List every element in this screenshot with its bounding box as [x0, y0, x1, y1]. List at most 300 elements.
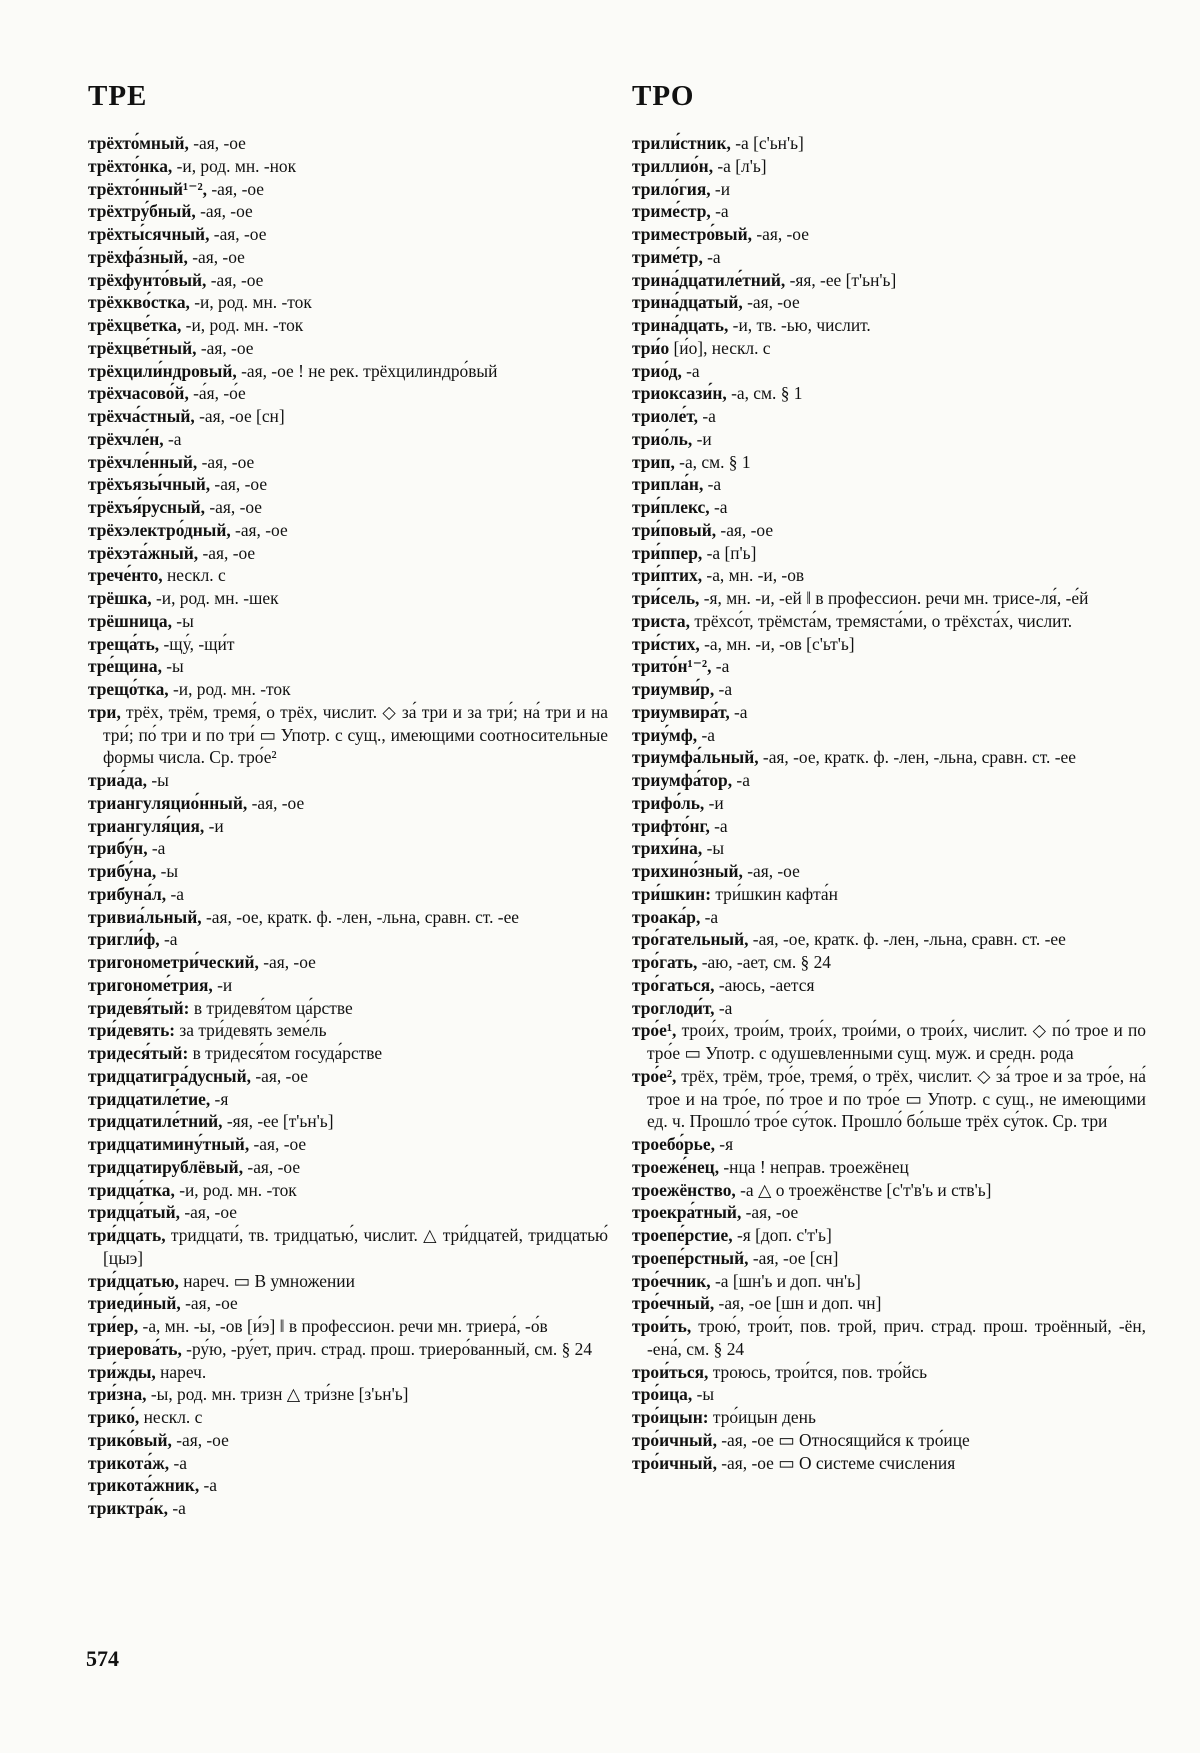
- entry-definition: -и, род. мн. -нок: [172, 155, 297, 176]
- entry-definition: -а: [732, 770, 750, 790]
- entry-definition: -ая, -ое: [205, 497, 262, 517]
- entry-definition: -ая, -ое: [243, 1156, 301, 1177]
- dictionary-entry: [632, 473, 1146, 496]
- dictionary-entry: [632, 246, 1146, 269]
- entry-definition: -а, см. § 1: [674, 451, 751, 472]
- entry-headword: трече́нто,: [88, 565, 163, 586]
- dictionary-entry: [88, 1179, 608, 1202]
- dictionary-entry: [88, 1429, 608, 1452]
- entry-definition: -а, мн. -и, -ов: [702, 565, 805, 586]
- entry-headword: трёхто́нка,: [88, 155, 173, 176]
- entry-headword: трио́ль,: [632, 428, 693, 449]
- entry-headword: три́зна,: [88, 1384, 147, 1405]
- entry-headword: трихи́на,: [632, 838, 703, 859]
- entry-definition: -а [п'ь]: [702, 542, 757, 563]
- entry-headword: трикота́жник,: [88, 1475, 200, 1496]
- dictionary-entry: [632, 1383, 1146, 1406]
- entry-definition: -ая, -ое: [171, 1429, 229, 1450]
- entry-definition: -а, мн. -ы, -ов [и́э] ‖ в профессион. речи мн. триера́, -о́в: [138, 1316, 548, 1336]
- dictionary-entry: [88, 405, 608, 428]
- dictionary-entry: [632, 724, 1146, 747]
- entry-definition: -а: [709, 497, 728, 517]
- entry-definition: -а: [166, 883, 185, 904]
- entry-definition: -ая, -ое: [751, 224, 809, 244]
- dictionary-entry: [88, 906, 608, 929]
- dictionary-entry: [88, 1224, 608, 1270]
- dictionary-entry: [632, 519, 1146, 542]
- dictionary-entry: [88, 1156, 608, 1179]
- dictionary-entry: [88, 564, 608, 587]
- dictionary-entry: [88, 1133, 608, 1156]
- entry-headword: триктра́к,: [88, 1498, 168, 1518]
- entry-headword: три́плекс,: [632, 497, 710, 517]
- entry-headword: трихино́зный,: [632, 861, 743, 881]
- entry-definition: -и, род. мн. -шек: [151, 588, 279, 608]
- entry-definition: -ая, -ое: [187, 246, 245, 267]
- dictionary-entry: [632, 1065, 1146, 1133]
- entry-headword: триллио́н,: [632, 155, 714, 176]
- entry-headword: трёхэлектро́дный,: [88, 519, 231, 540]
- dictionary-entry: [632, 269, 1146, 292]
- entry-definition: -а: [169, 1452, 187, 1473]
- dictionary-entry: [88, 769, 608, 792]
- dictionary-entry: [88, 1315, 608, 1338]
- entry-definition: -ая, -ое, кратк. ф. -лен, -льна, сравн. ст. -ее: [201, 906, 520, 927]
- entry-definition: -ая, -ое: [247, 792, 305, 813]
- entry-definition: трёх, трём, тро́е, тремя́, о трёх, числит. ◇ за́ трое и за тро́е, на́ трое и на тро́е, по́ трое и по тро́е ▭ Употр. с сущ., не имеющими ед. ч. Прошло́ тро́е су́ток. Прошло́ бо́льше трёх су́ток. Ср. три: [647, 1065, 1146, 1132]
- dictionary-entry: [88, 633, 608, 656]
- entry-definition: -аюсь, -ается: [714, 974, 815, 995]
- dictionary-entry: [632, 883, 1146, 906]
- entry-headword: троглоди́т,: [632, 997, 715, 1018]
- dictionary-entry: [632, 542, 1146, 565]
- entry-headword: триерова́ть,: [88, 1338, 182, 1359]
- entry-definition: -ая, -ое [сн]: [748, 1247, 839, 1268]
- entry-headword: триу́мф,: [632, 724, 698, 745]
- dictionary-entry: [632, 860, 1146, 883]
- dictionary-entry: [88, 1361, 608, 1384]
- entry-definition: -и: [692, 428, 712, 449]
- entry-headword: трёхто́нный¹⁻²,: [88, 178, 208, 199]
- entry-headword: трина́дцать,: [632, 315, 729, 335]
- entry-definition: трёх, трём, тремя́, о трёх, числит. ◇ за́ три и за три́; на́ три и на три́; по́ три и по три́ ▭ Употр. с сущ., имеющими соотносительные формы числа. Ср. тро́е²: [103, 701, 608, 768]
- entry-headword: трёхцили́ндровый,: [88, 360, 237, 381]
- entry-definition: -и, род. мн. -ток: [174, 1179, 297, 1200]
- entry-headword: трёхтру́бный,: [88, 201, 196, 222]
- entry-definition: трёхсо́т, трёмста́м, тремяста́ми, о трёхста́х, числит.: [689, 610, 1073, 631]
- dictionary-entry: [632, 633, 1146, 656]
- entry-headword: три́жды,: [88, 1361, 156, 1382]
- entry-headword: трёхъязы́чный,: [88, 474, 211, 495]
- entry-definition: -яя, -ее [т'ьн'ь]: [222, 1111, 334, 1132]
- dictionary-entry: [88, 792, 608, 815]
- entry-headword: трои́ть,: [632, 1316, 692, 1336]
- dictionary-entry: [632, 701, 1146, 724]
- entry-definition: -а [с'ьн'ь]: [730, 133, 804, 153]
- entry-headword: тро́е²,: [632, 1065, 677, 1086]
- entry-headword: треща́ть,: [88, 633, 160, 654]
- entry-headword: тро́е¹,: [632, 1020, 677, 1041]
- dictionary-entry: [632, 223, 1146, 246]
- entry-definition: нескл. с: [162, 565, 226, 586]
- dictionary-entry: [88, 473, 608, 496]
- dictionary-entry: [632, 746, 1146, 769]
- entry-headword: троеже́нец,: [632, 1156, 720, 1177]
- entry-headword: трёхфа́зный,: [88, 246, 188, 267]
- entry-headword: трёшница,: [88, 610, 172, 631]
- entry-definition: -а [шн'ь и доп. чн'ь]: [710, 1270, 861, 1291]
- dictionary-entry: [88, 1497, 608, 1520]
- entry-headword: тро́ечник,: [632, 1270, 711, 1291]
- entry-headword: трёхъя́русный,: [88, 497, 206, 517]
- entry-headword: тридцатимину́тный,: [88, 1134, 250, 1154]
- dictionary-entry: [88, 1292, 608, 1315]
- entry-headword: три́дцатью,: [88, 1270, 179, 1291]
- entry-headword: тро́ичный,: [632, 1429, 717, 1450]
- entry-headword: трёхто́мный,: [88, 133, 189, 153]
- entry-headword: триангуля́ция,: [88, 815, 205, 836]
- dictionary-entry: [632, 428, 1146, 451]
- entry-headword: три́ер,: [88, 1316, 139, 1336]
- entry-definition: -ая, -ое ! не рек. трёхцилиндро́вый: [236, 360, 498, 381]
- dictionary-entry: [632, 1361, 1146, 1384]
- entry-definition: -ы, род. мн. тризн △ три́зне [з'ьн'ь]: [146, 1384, 409, 1405]
- dictionary-entry: [88, 223, 608, 246]
- entry-headword: триместро́вый,: [632, 224, 752, 244]
- dictionary-entry: [632, 769, 1146, 792]
- entry-definition: -ая, -ое: [195, 201, 253, 222]
- dictionary-entry: [632, 1133, 1146, 1156]
- entry-definition: в тридевя́том ца́рстве: [189, 997, 353, 1018]
- entry-definition: -ая, -ое: [207, 178, 264, 199]
- dictionary-entry: [88, 246, 608, 269]
- entry-headword: тридцатирублёвый,: [88, 1156, 244, 1177]
- entry-headword: тригли́ф,: [88, 929, 160, 950]
- dictionary-entry: [88, 1338, 608, 1361]
- entry-definition: -и: [204, 815, 224, 836]
- running-head-left: ТРЕ: [88, 80, 148, 112]
- dictionary-entry: [632, 655, 1146, 678]
- entry-headword: тро́ечный,: [632, 1293, 715, 1314]
- dictionary-entry: [632, 496, 1146, 519]
- dictionary-entry: [88, 997, 608, 1020]
- entry-headword: трико́,: [88, 1407, 140, 1427]
- entry-definition: нареч. ▭ В умножении: [178, 1270, 355, 1291]
- entry-definition: -и, тв. -ью, числит.: [728, 315, 871, 335]
- entry-definition: -а: [703, 474, 722, 495]
- entry-definition: -а: [709, 815, 728, 836]
- entry-headword: триеди́ный,: [88, 1293, 181, 1314]
- dictionary-entry: [632, 951, 1146, 974]
- entry-definition: за три́девять земе́ль: [175, 1020, 327, 1041]
- entry-headword: три́стих,: [632, 633, 700, 654]
- entry-definition: -и, род. мн. -ток: [168, 679, 291, 699]
- entry-headword: трои́ться,: [632, 1361, 709, 1382]
- dictionary-entry: [632, 906, 1146, 929]
- entry-definition: -ая, -ое [сн]: [194, 406, 285, 426]
- entry-definition: -я: [714, 1134, 734, 1154]
- dictionary-entry: [632, 1247, 1146, 1270]
- entry-headword: трёхфунто́вый,: [88, 269, 207, 290]
- entry-definition: -а́я, -о́е: [188, 383, 246, 404]
- dictionary-entry: [88, 155, 608, 178]
- entry-headword: трили́стник,: [632, 133, 731, 153]
- entry-headword: трина́дцатиле́тний,: [632, 269, 786, 290]
- entry-headword: три́птих,: [632, 565, 703, 586]
- entry-headword: три́девять:: [88, 1020, 176, 1041]
- dictionary-entry: [88, 883, 608, 906]
- entry-headword: триумфа́тор,: [632, 770, 733, 790]
- entry-headword: трина́дцатый,: [632, 292, 743, 313]
- dictionary-entry: [632, 405, 1146, 428]
- entry-headword: тро́ичный,: [632, 1452, 717, 1473]
- entry-definition: -ая, -ое: [197, 451, 255, 472]
- entry-headword: три́сель,: [632, 588, 700, 608]
- entry-headword: трифо́ль,: [632, 792, 705, 813]
- entry-headword: трико́вый,: [88, 1429, 172, 1450]
- entry-headword: трёхэта́жный,: [88, 542, 199, 563]
- dictionary-entry: [632, 1406, 1146, 1429]
- entry-definition: -а: [681, 360, 700, 381]
- entry-headword: тро́ицын:: [632, 1407, 709, 1427]
- entry-headword: тридцатиле́тний,: [88, 1111, 223, 1132]
- dictionary-entry: [88, 200, 608, 223]
- entry-headword: трибуна́л,: [88, 883, 167, 904]
- dictionary-entry: [632, 678, 1146, 701]
- entry-definition: -ая, -ое: [180, 1293, 238, 1314]
- entry-definition: -аю, -ает, см. § 24: [697, 952, 831, 972]
- entry-headword: тридцатиле́тие,: [88, 1088, 211, 1109]
- dictionary-entry: [88, 360, 608, 383]
- entry-headword: трёхцве́тка,: [88, 315, 182, 335]
- entry-definition: -а: [163, 428, 182, 449]
- dictionary-entry: [88, 1474, 608, 1497]
- dictionary-entry: [88, 928, 608, 951]
- entry-definition: трои́х, трои́м, трои́х, трои́ми, о трои́х, числит. ◇ по́ трое и по тро́е ▭ Употр. с одушевленными сущ. муж. и средн. рода: [647, 1020, 1146, 1063]
- dictionary-entry: [88, 610, 608, 633]
- dictionary-entry: [632, 1292, 1146, 1315]
- entry-headword: трио́д,: [632, 360, 682, 381]
- dictionary-entry: [88, 428, 608, 451]
- dictionary-entry: [632, 1315, 1146, 1361]
- entry-headword: тро́ица,: [632, 1384, 693, 1405]
- entry-definition: -а, мн. -и, -ов [с'ьт'ь]: [699, 633, 855, 654]
- entry-definition: -ы: [692, 1384, 715, 1405]
- entry-definition: тридцати́, тв. тридцатью́, числит. △ три́дцатей, тридцатью́ [цыэ]: [103, 1225, 608, 1268]
- entry-headword: тридцатигра́дусный,: [88, 1065, 251, 1086]
- entry-headword: трёхчле́нный,: [88, 451, 198, 472]
- entry-definition: -и: [212, 974, 233, 995]
- dictionary-entry: [88, 1452, 608, 1475]
- entry-headword: трибу́н,: [88, 838, 148, 859]
- dictionary-entry: [88, 655, 608, 678]
- entry-definition: -а: [697, 724, 715, 745]
- dictionary-entry: [632, 997, 1146, 1020]
- entry-definition: -а: [159, 929, 178, 950]
- entry-definition: три́шкин кафта́н: [710, 883, 838, 904]
- entry-definition: -ая, -ое: [206, 269, 264, 290]
- entry-definition: -я [доп. с'т'ь]: [732, 1225, 832, 1245]
- entry-headword: три́о: [632, 337, 670, 358]
- dictionary-entry: [632, 1224, 1146, 1247]
- entry-definition: -ая, -ое: [198, 542, 256, 563]
- entry-definition: -а: [147, 838, 166, 859]
- dictionary-entry: [88, 837, 608, 860]
- dictionary-entry: [88, 314, 608, 337]
- dictionary-entry: [632, 587, 1146, 610]
- entry-definition: -и: [710, 178, 731, 199]
- entry-definition: -а: [711, 656, 730, 677]
- entry-definition: -ая, -ое ▭ Относящийся к тро́ице: [716, 1429, 970, 1450]
- entry-headword: трёхты́сячный,: [88, 224, 210, 244]
- dictionary-entry: [632, 291, 1146, 314]
- entry-headword: троепе́рстие,: [632, 1225, 733, 1245]
- entry-headword: троепе́рстный,: [632, 1247, 749, 1268]
- entry-headword: троака́р,: [632, 906, 701, 927]
- dictionary-entry: [632, 155, 1146, 178]
- entry-definition: -ая, -ое: [188, 133, 246, 153]
- entry-headword: трибу́на,: [88, 861, 157, 881]
- entry-headword: три́дцать,: [88, 1225, 166, 1245]
- entry-definition: -а: [167, 1498, 186, 1518]
- entry-headword: трёхчасово́й,: [88, 383, 189, 404]
- dictionary-entry: [88, 815, 608, 838]
- entry-headword: трито́н¹⁻²,: [632, 656, 712, 677]
- entry-headword: триумви́р,: [632, 679, 715, 699]
- dictionary-entry: [632, 382, 1146, 405]
- entry-definition: -я: [210, 1088, 229, 1109]
- entry-headword: тридца́тка,: [88, 1179, 175, 1200]
- entry-definition: -а: [714, 997, 733, 1018]
- entry-headword: три́ппер,: [632, 542, 703, 563]
- dictionary-entry: [632, 1179, 1146, 1202]
- entry-headword: тридца́тый,: [88, 1202, 180, 1223]
- dictionary-entry: [632, 451, 1146, 474]
- dictionary-entry: [632, 792, 1146, 815]
- entry-definition: -а △ о троежёнстве [с'т'в'ь и ств'ь]: [735, 1179, 992, 1200]
- dictionary-entry: [88, 132, 608, 155]
- entry-definition: -нца ! неправ. троежёнец: [719, 1156, 909, 1177]
- dictionary-entry: [88, 1270, 608, 1293]
- entry-definition: -ы: [702, 838, 725, 859]
- entry-headword: трёшка,: [88, 588, 152, 608]
- entry-definition: нескл. с: [139, 1407, 203, 1427]
- dictionary-entry: [632, 564, 1146, 587]
- dictionary-entry: [88, 1406, 608, 1429]
- entry-headword: тривиа́льный,: [88, 906, 202, 927]
- entry-definition: -ая, -ое: [210, 474, 268, 495]
- entry-definition: -ая, -ое, кратк. ф. -лен, -льна, сравн. ст. -ее: [758, 747, 1076, 768]
- dictionary-entry: [88, 1065, 608, 1088]
- entry-definition: -и, род. мн. -ток: [181, 315, 304, 335]
- entry-definition: -а: [729, 701, 748, 722]
- dictionary-entry: [88, 542, 608, 565]
- entry-definition: -ы: [156, 861, 179, 881]
- entry-headword: три́повый,: [632, 519, 717, 540]
- entry-definition: -ая, -ое: [249, 1134, 307, 1154]
- dictionary-entry: [88, 337, 608, 360]
- entry-headword: трещо́тка,: [88, 679, 169, 699]
- entry-definition: -и: [704, 792, 724, 813]
- entry-definition: -ая, -ое ▭ О системе счисления: [716, 1452, 956, 1473]
- entry-definition: -а: [199, 1475, 218, 1496]
- entry-definition: -яя, -ее [т'ьн'ь]: [785, 269, 897, 290]
- entry-definition: -ая, -ое: [230, 519, 288, 540]
- entry-headword: трипла́н,: [632, 474, 704, 495]
- dictionary-entry: [632, 815, 1146, 838]
- dictionary-entry: [632, 337, 1146, 360]
- dictionary-entry: [88, 678, 608, 701]
- dictionary-entry: [632, 1429, 1146, 1452]
- entry-definition: -ая, -ое: [741, 1202, 799, 1223]
- entry-definition: -ая, -ое: [742, 292, 800, 313]
- entry-definition: -щу́, -щи́т: [159, 633, 235, 654]
- entry-definition: трою́, трои́т, пов. трой, прич. страд. прош. троённый, -ён, -ена́, см. § 24: [647, 1316, 1146, 1359]
- entry-headword: тригонометри́ческий,: [88, 952, 259, 972]
- entry-definition: -а: [714, 679, 733, 699]
- entry-definition: -ая, -ое: [209, 224, 267, 244]
- dictionary-entry: [632, 1019, 1146, 1065]
- entry-headword: триоксази́н,: [632, 383, 727, 404]
- entry-definition: тро́ицын день: [708, 1407, 816, 1427]
- entry-headword: триме́тр,: [632, 246, 703, 267]
- dictionary-entry: [632, 610, 1146, 633]
- entry-headword: трёхцве́тный,: [88, 337, 197, 358]
- entry-headword: тридевя́тый:: [88, 997, 190, 1018]
- entry-headword: трикота́ж,: [88, 1452, 170, 1473]
- entry-headword: тро́гаться,: [632, 974, 715, 995]
- dictionary-entry: [88, 1042, 608, 1065]
- dictionary-entry: [88, 951, 608, 974]
- entry-definition: троюсь, трои́тся, пов. тро́йсь: [708, 1361, 928, 1382]
- dictionary-entry: [88, 860, 608, 883]
- entry-definition: -ы: [171, 610, 194, 631]
- dictionary-entry: [88, 1019, 608, 1042]
- entry-definition: -а, см. § 1: [726, 383, 803, 404]
- entry-definition: -ая, -ое, кратк. ф. -лен, -льна, сравн. ст. -ее: [748, 929, 1066, 950]
- dictionary-entry: [632, 360, 1146, 383]
- entry-headword: троекра́тный,: [632, 1202, 742, 1223]
- entry-definition: -ру́ю, -ру́ет, прич. страд. прош. триеро́ванный, см. § 24: [181, 1338, 593, 1359]
- dictionary-entry: [632, 200, 1146, 223]
- entry-headword: триумфа́льный,: [632, 747, 759, 768]
- entry-definition: -ы: [146, 770, 169, 790]
- dictionary-entry: [632, 928, 1146, 951]
- entry-definition: -а [л'ь]: [713, 155, 767, 176]
- entry-definition: [и́о], нескл. с: [669, 337, 771, 358]
- entry-headword: троебо́рье,: [632, 1134, 715, 1154]
- dictionary-entry: [88, 451, 608, 474]
- entry-definition: нареч.: [155, 1361, 207, 1382]
- entry-headword: тро́гательный,: [632, 929, 749, 950]
- dictionary-entry: [632, 1452, 1146, 1475]
- entry-headword: триоле́т,: [632, 406, 698, 426]
- entry-headword: тригономе́трия,: [88, 974, 213, 995]
- running-head-right: ТРО: [632, 80, 695, 112]
- entry-headword: тре́щина,: [88, 656, 162, 677]
- entry-definition: -а: [702, 246, 721, 267]
- entry-definition: -ая, -ое [шн и доп. чн]: [714, 1293, 882, 1314]
- entry-headword: триме́стр,: [632, 201, 711, 222]
- entry-headword: триангуляцио́нный,: [88, 792, 248, 813]
- entry-definition: -ы: [161, 656, 184, 677]
- entry-headword: три́шкин:: [632, 883, 711, 904]
- entry-definition: -и, род. мн. -ток: [189, 292, 312, 313]
- dictionary-entry: [632, 178, 1146, 201]
- page-number: 574: [86, 1646, 119, 1671]
- dictionary-entry: [632, 1156, 1146, 1179]
- dictionary-entry: [88, 178, 608, 201]
